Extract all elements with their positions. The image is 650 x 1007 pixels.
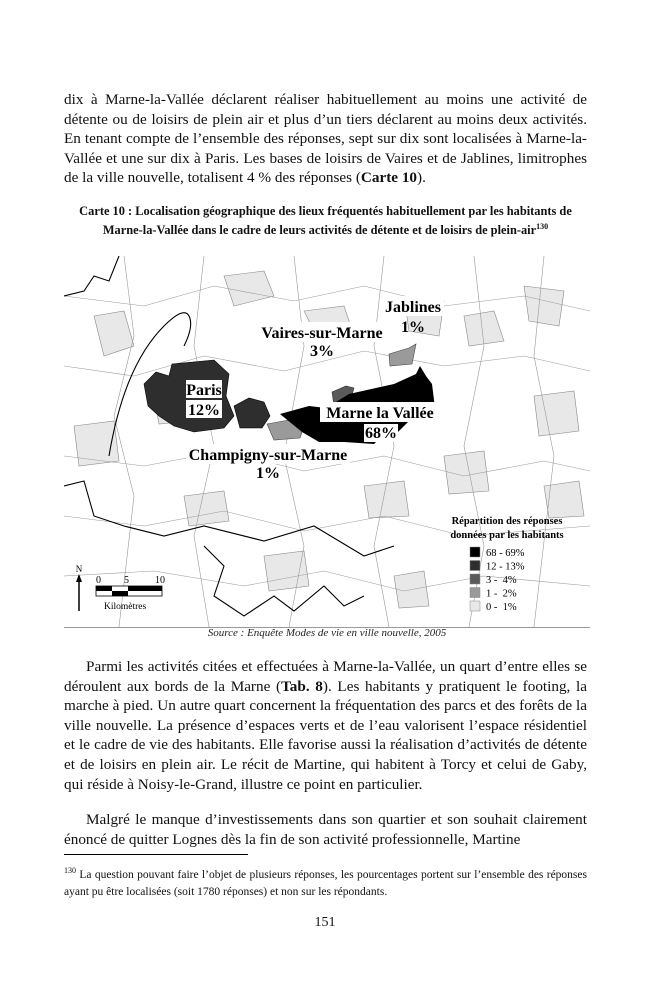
label-champigny-pct: 1% <box>256 465 280 482</box>
label-vaires: Vaires-sur-Marne <box>261 325 383 342</box>
legend-swatch <box>470 588 480 598</box>
map-figure <box>64 256 590 628</box>
map-caption <box>64 203 587 238</box>
paragraph-text: ). <box>417 169 426 187</box>
footnote-text: La question pouvant faire l’objet de plusieurs réponses, les pourcentages portent sur l’ensemble des réponses ayant pu être localisées (soit 1780 réponses) et non sur les répondants. <box>64 868 587 898</box>
label-paris-pct: 12% <box>188 402 220 419</box>
legend-label: 68 - 69% <box>486 548 525 559</box>
legend-label: 3 - 4% <box>486 575 517 586</box>
north-label: N <box>75 564 83 574</box>
map-reference: Carte 10 <box>360 169 418 187</box>
label-jablines-pct: 1% <box>401 319 425 336</box>
paragraph-intro <box>64 90 587 188</box>
scale-tick-0: 0 <box>96 575 101 586</box>
label-vaires-pct: 3% <box>310 343 334 360</box>
legend-label: 12 - 13% <box>486 561 525 573</box>
paragraph-martine <box>64 810 587 849</box>
label-jablines: Jablines <box>384 299 442 316</box>
map-source: Source : Enquête Modes de vie en ville nouvelle, 2005 <box>207 627 447 639</box>
footnote <box>64 862 587 901</box>
label-paris: Paris <box>186 382 222 399</box>
footnote-divider <box>64 854 248 855</box>
page-number: 151 <box>314 915 336 930</box>
scale-tick-10: 10 <box>155 575 165 586</box>
caption-text: Carte 10 : Localisation géographique des lieux fréquentés habituellement par les habitants de Marne-la-Vallée dans le cadre de leurs activités de détente et de loisirs de plein-air <box>79 204 572 238</box>
legend-label: 0 - 1% <box>486 602 517 613</box>
paragraph-text: ). Les habitants y pratiquent le footing, la marche à pied. Un autre quart concernent la fréquentation des parcs et des forêts de la ville nouvelle. La présence d’espaces verts et de l’eau valorisent l’espace résidentiel et le cadre de vie des habitants. Elle favorise aussi la réalisation d’activités de détente et de loisirs en plein air. Le récit de Martine, qui habitent à Torcy et celui de Gaby, qui réside à Noisy-le-Grand, illustre ce point en particulier. <box>64 677 587 793</box>
paragraph-text: Malgré le manque d’investissements dans son quartier et son souhait clairement énoncé de quitter Lognes dès la fin de son activité professionnelle, Martine <box>64 811 587 848</box>
legend-label: 1 - 2% <box>486 588 517 600</box>
legend-swatch <box>470 561 480 571</box>
scale-unit: Kilomètres <box>104 602 147 612</box>
legend-swatch <box>470 601 480 611</box>
legend-swatch <box>470 574 480 584</box>
table-reference: Tab. 8 <box>281 677 323 695</box>
label-champigny: Champigny-sur-Marne <box>188 447 348 464</box>
footnote-number: 130 <box>64 866 76 875</box>
label-mlv-pct: 68% <box>365 425 397 442</box>
paragraph-text: dix à Marne-la-Vallée déclarent réaliser habituellement au moins une activité de détente ou de loisirs de plein air et plus d’un tiers déclarent au moins deux activités. En tenant compte de l’ensemble des réponses, sept sur dix sont localisées à Marne-la-Vallée et une sur dix à Paris. Les bases de loisirs de Vaires et de Jablines, limitrophes de la ville nouvelle, totalisent 4 % des réponses ( <box>64 91 587 187</box>
legend-title-2: données par les habitants <box>450 530 564 541</box>
footnote-reference[interactable]: 130 <box>536 222 549 231</box>
legend-title-1: Répartition des réponses <box>451 516 563 527</box>
scale-tick-5: 5 <box>124 575 129 586</box>
paragraph-activities <box>64 657 587 794</box>
legend-swatch <box>470 547 480 557</box>
paragraph-text: Parmi les activités citées et effectuées à Marne-la-Vallée, un quart d’entre elles se déroulent aux bords de la Marne ( <box>64 658 587 695</box>
label-marne-la-vallee: Marne la Vallée <box>326 405 434 422</box>
